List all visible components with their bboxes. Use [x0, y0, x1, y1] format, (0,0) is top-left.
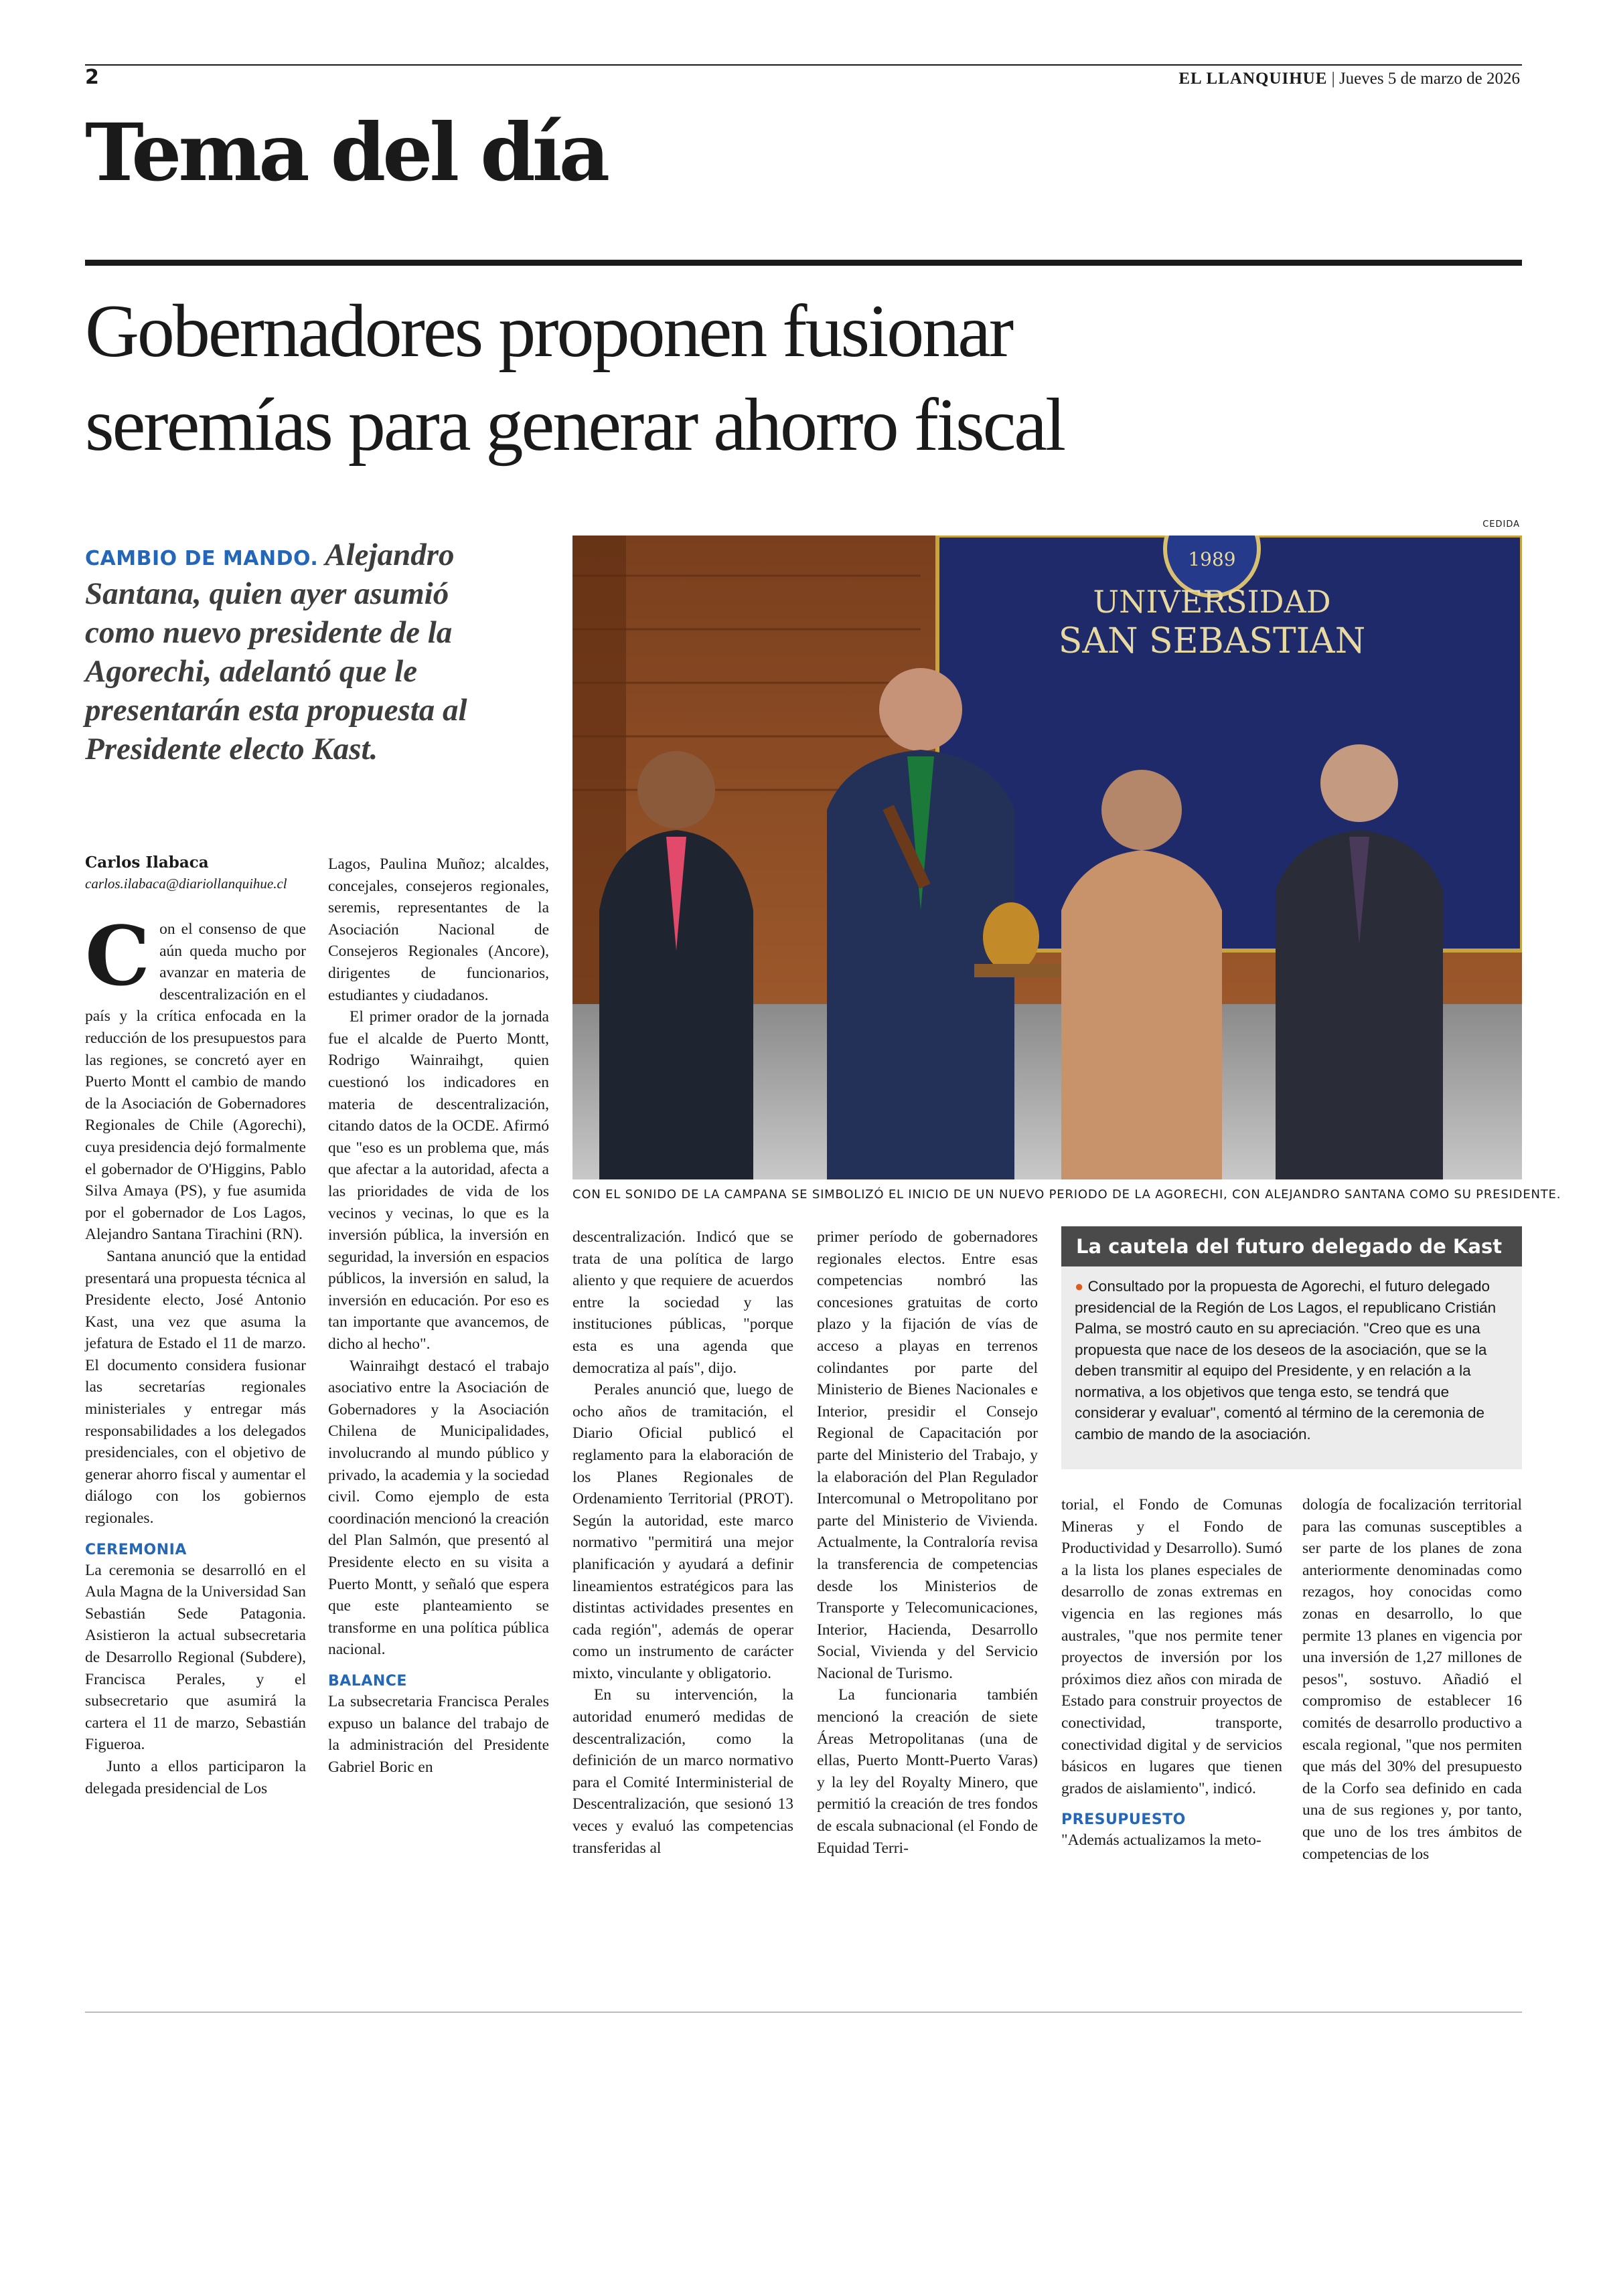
column-5	[1061, 1494, 1282, 1852]
paragraph: primer período de gobernadores regionales electos. Entre esas competencias nombró las concesiones gratuitas de corto plazo y la fijación de vías de acceso a playas en terrenos colindantes por parte del Ministerio de Bienes Nacionales e Interior, presidir el Consejo Regional de Capacitación por parte del Ministerio del Trabajo, y la elaboración del Plan Regulador Intercomunal o Metropolitano por parte del Ministerio de Vivienda. Actualmente, la Contraloría revisa la transferencia de competencias desde los Ministerios de Transporte y Telecomunicaciones, Interior, Hacienda, Desarrollo Social, Vivienda y del Servicio Nacional de Turismo.	[817, 1228, 1038, 1682]
paragraph: "Además actualizamos la meto-	[1061, 1831, 1261, 1850]
column-2	[328, 853, 549, 1778]
photo-credit: CEDIDA	[1482, 519, 1520, 529]
publication-name: EL LLANQUIHUE	[1178, 70, 1328, 88]
banner-line-2: SAN SEBASTIAN	[1058, 621, 1366, 661]
paragraph: Lagos, Paulina Muñoz; alcaldes, concejales, consejeros regionales, seremis, representantes de la Asociación Nacional de Consejeros Regionales (Ancore), dirigentes de funcionarios, estudiantes y ciudadanos.	[328, 855, 549, 1004]
top-rule	[85, 64, 1522, 66]
sidebar-title: La cautela del futuro delegado de Kast	[1061, 1226, 1522, 1266]
byline	[85, 853, 287, 892]
bottom-rule	[85, 2012, 1522, 2013]
paragraph: descentralización. Indicó que se trata de una política de largo aliento y que requiere de acuerdos entre la sociedad y las instituciones públicas, "porque esta es una agenda que democratiza al país", dijo.	[572, 1228, 793, 1377]
headline-line-1: Gobernadores proponen fusionar	[85, 290, 1012, 373]
column-1	[85, 908, 306, 1799]
subhead-balance: BALANCE	[328, 1672, 407, 1690]
paragraph: Junto a ellos participaron la delegada presidencial de Los	[85, 1757, 306, 1797]
kicker: CAMBIO DE MANDO.	[85, 547, 319, 570]
summary-text: Alejandro Santana, quien ayer asumió como nuevo presidente de la Agorechi, adelantó que le presentarán esta propuesta al Presidente electo Kast.	[85, 538, 467, 766]
column-6	[1302, 1494, 1522, 1865]
author-name: Carlos Ilabaca	[85, 853, 209, 872]
paragraph: torial, el Fondo de Comunas Mineras y el Fondo de Productividad y Desarrollo). Sumó a la lista los planes especiales de desarrollo de zonas extremas en vigencia en las regiones más australes, "que nos permite tener proyectos de inversión por los próximos diez años con mirada de Estado para construir proyectos de conectividad, transporte, conectividad digital y de servicios básicos en lugares que tienen grados de aislamiento", indicó.	[1061, 1496, 1282, 1797]
banner-year: 1989	[1188, 548, 1236, 570]
paragraph: La subsecretaria Francisca Perales expuso un balance del trabajo de la administración del Presidente Gabriel Boric en	[328, 1692, 549, 1776]
paragraph: La funcionaria también mencionó la creación de siete Áreas Metropolitanas (una de ellas, Puerto Montt-Puerto Varas) y la ley del Royalty Minero, que permitió la creación de tres fondos de escala subnacional (el Fondo de Equidad Terri-	[817, 1686, 1038, 1857]
headline	[85, 284, 1525, 472]
dropcap: C	[85, 908, 151, 1004]
sidebar-body	[1061, 1266, 1522, 1445]
author-email: carlos.ilabaca@diariollanquihue.cl	[85, 876, 287, 892]
column-3	[572, 1226, 793, 1859]
paragraph: dología de focalización territorial para las comunas susceptibles a ser parte de los planes de zona anteriormente denominadas como rezagos, hoy conocidas como zonas en desarrollo, lo que permite 13 planes en vigencia por una inversión de 1,27 millones de pesos", sostuvo. Añadió el compromiso de establecer 16 comités de desarrollo productivo a escala regional, "que nos permiten que más del 30% del presupuesto de la Corfo sea definido en cada una de sus regiones y, por tanto, que uno de los tres ámbitos de competencias de los	[1302, 1496, 1522, 1863]
paragraph: Perales anunció que, luego de ocho años de tramitación, el Diario Oficial publicó el reglamento para la elaboración de los Planes Regionales de Ordenamiento Territorial (PROT). Según la autoridad, este marco normativo "permitirá una mejor planificación y ayudará a definir lineamientos estratégicos para las distintas actividades presentes en cada región", además de operar como un instrumento de carácter mixto, vinculante y obligatorio.	[572, 1381, 793, 1682]
photo-caption: CON EL SONIDO DE LA CAMPANA SE SIMBOLIZÓ EL INICIO DE UN NUEVO PERIODO DE LA AGORECHI, CON ALEJANDRO SANTANA COMO SU PRESIDENTE.	[572, 1187, 1561, 1202]
bullet-icon: ●	[1075, 1278, 1084, 1295]
column-4	[817, 1226, 1038, 1859]
paragraph: Wainraihgt destacó el trabajo asociativo entre la Asociación de Gobernadores y la Asociación Chilena de Municipalidades, involucrando al mundo público y privado, la academia y la sociedad civil. Como ejemplo de esta coordinación mencionó la creación del Plan Salmón, que presentó al Presidente electo en su visita a Puerto Montt, y señaló que espera que este planteamiento se transforme en una política pública nacional.	[328, 1357, 549, 1659]
headline-line-2: seremías para generar ahorro fiscal	[85, 384, 1065, 467]
section-title: Tema del día	[85, 106, 607, 199]
ceremony-photo	[572, 536, 1522, 1179]
paragraph: on el consenso de que aún queda mucho por avanzar en materia de descentralización en el país y la crítica enfocada en la reducción de los presupuestos para las regiones, se concretó ayer en Puerto Montt el cambio de mando de la Asociación de Gobernadores Regionales de Chile (Agorechi), cuya presidencia dejó formalmente el gobernador de O'Higgins, Pablo Silva Amaya (PS), y fue asumida por el gobernador de Los Lagos, Alejandro Santana Tirachini (RN).	[85, 920, 306, 1244]
masthead-separator: |	[1331, 70, 1339, 88]
page-number: 2	[85, 66, 99, 89]
sidebar-text: Consultado por la propuesta de Agorechi, el futuro delegado presidencial de la Región de Los Lagos, el republicano Cristián Palma, se mostró cauto en su apreciación. "Creo que es una propuesta que nace de los deseos de la asociación, que se la deben transmitir al equipo del Presidente, y en relación a la normativa, a los objetivos que tenga esto, se tendrá que considerar y evaluar", comentó al término de la ceremonia de cambio de mando de la asociación.	[1075, 1278, 1497, 1443]
summary	[85, 536, 514, 768]
paragraph: En su intervención, la autoridad enumeró medidas de descentralización, como la definición de un marco normativo para el Comité Interministerial de Descentralización, que sesionó 13 veces y evaluó las competencias transferidas al	[572, 1686, 793, 1857]
paragraph: El primer orador de la jornada fue el alcalde de Puerto Montt, Rodrigo Wainraihgt, quien cuestionó los indicadores en materia de descentralización, citando datos de la OCDE. Afirmó que "eso es un problema que, más que afectar a la autoridad, afecta a las prioridades de vida de los vecinos y vecinas, lo que es la inversión pública, la inversión en seguridad, la inversión en espacios públicos, la inversión en salud, la inversión en educación. Por eso es tan importante que avancemos, de dicho al hecho".	[328, 1008, 549, 1354]
paragraph: La ceremonia se desarrolló en el Aula Magna de la Universidad San Sebastián Sede Patagonia. Asistieron la actual subsecretaria de Desarrollo Regional (Subdere), Francisca Perales, y el subsecretario que asumirá la cartera el 11 de marzo, Sebastián Figueroa.	[85, 1561, 306, 1754]
issue-date: Jueves 5 de marzo de 2026	[1338, 70, 1520, 88]
section-rule	[85, 260, 1522, 266]
subhead-presupuesto: PRESUPUESTO	[1061, 1811, 1186, 1829]
banner-line-1: UNIVERSIDAD	[1093, 584, 1331, 620]
article-photo	[572, 536, 1522, 1179]
paragraph: Santana anunció que la entidad presentará una propuesta técnica al Presidente electo, José Antonio Kast, una vez que asuma la jefatura de Estado el 11 de marzo. El documento considera fusionar las secretarías regionales ministeriales y entregar más responsabilidades a los delegados presidenciales, con el objetivo de generar ahorro fiscal y aumentar el diálogo con los gobiernos regionales.	[85, 1247, 306, 1528]
subhead-ceremonia: CEREMONIA	[85, 1541, 187, 1558]
sidebar-box	[1061, 1226, 1522, 1469]
masthead	[1178, 70, 1520, 88]
